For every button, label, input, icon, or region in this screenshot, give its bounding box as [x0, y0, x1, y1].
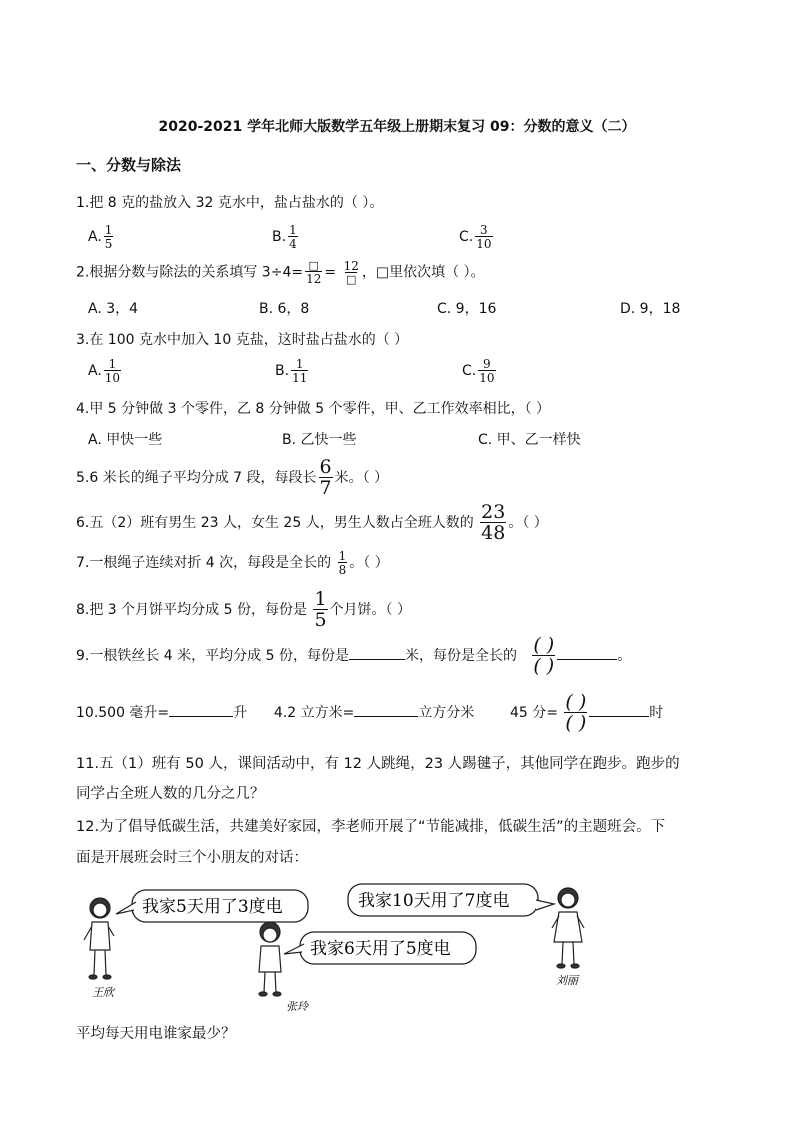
dialogue-illustration — [80, 880, 600, 1015]
speech-bubble-2 — [284, 932, 476, 964]
q1-option-c-fraction: $\frac{3}{10}$ — [476, 223, 492, 251]
q9-fraction: $\frac{( )}{( )}$ — [533, 634, 555, 677]
question-12-prompt: 平均每天用电谁家最少？ — [76, 1026, 236, 1042]
q1-option-b: B. $\frac{1}{4}$ — [272, 223, 297, 251]
speech-bubble-1 — [116, 890, 308, 922]
q9-blank-2[interactable] — [557, 659, 617, 660]
q1-option-a-fraction: $\frac{1}{5}$ — [104, 223, 113, 251]
q2-option-b: B. 6，8 — [259, 301, 310, 317]
question-12-line-2: 面是开展班会时三个小朋友的对话： — [76, 850, 308, 866]
speech-bubble-3 — [348, 884, 554, 916]
name-zhangling: 张玲 — [286, 1000, 308, 1013]
question-11-line-1: 11.五（1）班有 50 人，课间活动中，有 12 人跳绳，23 人踢毽子，其他同学在跑步。跑步的 — [76, 756, 680, 772]
question-1: 1.把 8 克的盐放入 32 克水中，盐占盐水的（ ）。 — [76, 195, 384, 211]
q2-fraction-2: $\frac{12}{□}$ — [343, 259, 359, 286]
q3-option-a-fraction: $\frac{1}{10}$ — [104, 357, 121, 385]
page-title: 2020-2021 学年北师大版数学五年级上册期末复习 09：分数的意义（二） — [158, 119, 636, 135]
q3-option-b: B. $\frac{1}{11}$ — [275, 357, 308, 385]
q10-blank-1[interactable] — [169, 716, 233, 717]
question-8: 8.把 3 个月饼平均分成 5 份，每份是 $\frac{1}{5}$ 个月饼。（ ） — [76, 588, 411, 631]
q10-blank-2[interactable] — [354, 716, 418, 717]
question-11-line-2: 同学占全班人数的几分之几？ — [76, 786, 265, 802]
q10-blank-3[interactable] — [589, 716, 649, 717]
q4-option-b: B. 乙快一些 — [282, 432, 357, 448]
q2-option-c: C. 9，16 — [437, 301, 497, 317]
q6-fraction: $\frac{23}{48}$ — [481, 501, 506, 544]
girl-wangxin-figure — [84, 898, 114, 979]
section-heading: 一、分数与除法 — [76, 156, 182, 174]
speech-bubble-3-text: 我家10天用了7度电 — [358, 891, 510, 911]
question-2: 2.根据分数与除法的关系填写 3÷4= $\frac{□}{12}$ = $\frac{12}{□}$ ，□里依次填（ ）。 — [76, 259, 485, 286]
q7-fraction: $\frac{1}{8}$ — [338, 549, 347, 577]
q2-fraction-1: $\frac{□}{12}$ — [306, 259, 322, 286]
q3-option-b-fraction: $\frac{1}{11}$ — [292, 357, 308, 385]
q2-option-a: A. 3，4 — [88, 301, 139, 317]
question-6: 6.五（2）班有男生 23 人，女生 25 人，男生人数占全班人数的 $\frac{23}{48}$ 。（ ） — [76, 501, 548, 544]
q5-fraction: $\frac{6}{7}$ — [319, 456, 332, 499]
q4-option-c: C. 甲、乙一样快 — [478, 432, 581, 448]
question-7: 7.一根绳子连续对折 4 次，每段是全长的 $\frac{1}{8}$ 。（ ） — [76, 549, 389, 577]
q3-option-c: C. $\frac{9}{10}$ — [462, 357, 495, 385]
q4-option-a: A. 甲快一些 — [88, 432, 163, 448]
question-12-line-1: 12.为了倡导低碳生活，共建美好家园，李老师开展了“节能减排，低碳生活”的主题班会。下 — [76, 819, 666, 835]
speech-bubble-2-text: 我家6天用了5度电 — [310, 939, 451, 959]
question-9: 9.一根铁丝长 4 米，平均分成 5 份，每份是 米，每份是全长的 $\frac{( )}{( )}$ 。 — [76, 634, 632, 677]
girl-zhangling-figure — [259, 922, 281, 996]
question-4: 4.甲 5 分钟做 3 个零件，乙 8 分钟做 5 个零件，甲、乙工作效率相比，（ ） — [76, 401, 551, 417]
name-wangxin: 王欣 — [92, 986, 114, 999]
q1-option-b-fraction: $\frac{1}{4}$ — [289, 223, 297, 251]
q3-option-a: A. $\frac{1}{10}$ — [88, 357, 121, 385]
name-liuli: 刘丽 — [556, 974, 578, 987]
q3-option-c-fraction: $\frac{9}{10}$ — [479, 357, 495, 385]
q8-fraction: $\frac{1}{5}$ — [314, 588, 327, 631]
question-3: 3.在 100 克水中加入 10 克盐，这时盐占盐水的（ ） — [76, 332, 409, 348]
girl-liuli-figure — [552, 888, 584, 968]
speech-bubble-1-text: 我家5天用了3度电 — [142, 897, 283, 917]
q2-option-d: D. 9，18 — [620, 301, 681, 317]
question-5: 5.6 米长的绳子平均分成 7 段，每段长 $\frac{6}{7}$ 米。（ ） — [76, 456, 389, 499]
q9-blank-1[interactable] — [349, 659, 405, 660]
q1-option-a: A. $\frac{1}{5}$ — [88, 223, 113, 251]
q10-fraction: $\frac{( )}{( )}$ — [565, 691, 587, 734]
question-10: 10.500 毫升= 升 4.2 立方米= 立方分米 45 分= $\frac{( )}{( )}$ 时 — [76, 691, 664, 734]
q1-option-c: C. $\frac{3}{10}$ — [459, 223, 492, 251]
